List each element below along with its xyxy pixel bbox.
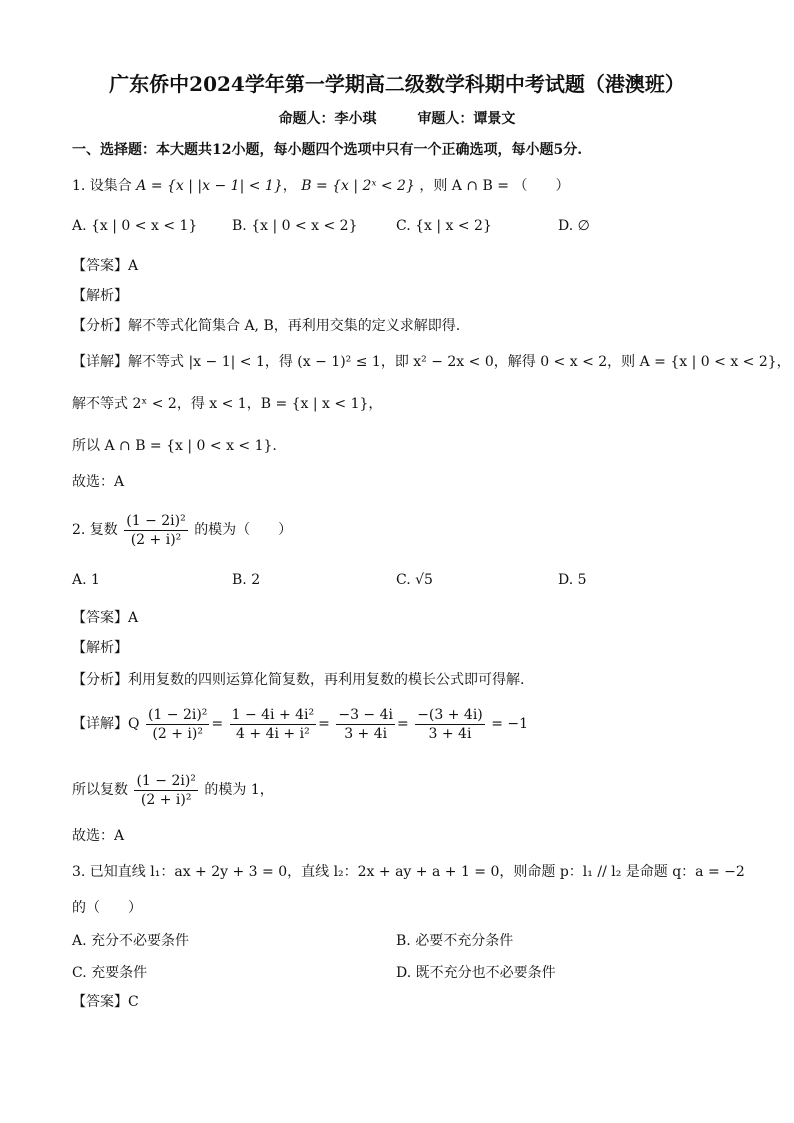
q3-option-c: C. 充要条件 [72,965,148,981]
section-heading: 一、选择题：本大题共12小题，每小题四个选项中只有一个正确选项，每小题5分. [72,142,583,158]
q2-so-den: (2 + i)² [140,791,192,808]
q3-option-d: D. 既不充分也不必要条件 [396,965,556,981]
q2-step-2-num: 1 − 4i + 4i² [231,706,315,723]
q1-stem: 1. 设集合 A = {x | |x − 1| < 1}， B = {x | 2ˣ < 2} ，则 A ∩ B = （ ） [72,178,570,194]
q2-fraction [124,512,187,549]
q1-option-a: A. {x | 0 < x < 1} [72,218,198,234]
q2-so-prefix: 所以复数 [72,782,128,798]
q3-stem-2: 的（ ） [72,900,142,916]
q1-choose: 故选：A [72,474,125,490]
q2-option-d: D. 5 [558,572,587,588]
q2-detail: 【详解】Q $\frac{\text{(1 − 2i)²}}{\text{(2 + i)²}}$ = $\frac{\text{1 − 4i + 4i²}}{\text{4 + 4i + i²}}$ = $\frac{-3 - 4i}{3 + 4i}$ = $\frac{-(3 + 4i)}{3 + 4i}$ = −1 [72,706,529,742]
q3-answer: 【答案】C [72,994,139,1010]
q2-step-4-den: 3 + 4i [428,725,472,742]
q2-choose: 故选：A [72,828,125,844]
setter: 命题人：李小琪 [278,111,377,127]
q1-option-d: D. ∅ [558,218,590,234]
q2-suffix: 的模为（ ） [194,522,293,538]
q3-stem-1: 3. 已知直线 l₁：ax + 2y + 3 = 0，直线 l₂：2x + ay + a + 1 = 0，则命题 p：l₁ // l₂ 是命题 q：a = −2 [72,864,745,880]
q2-answer: 【答案】A [72,610,139,626]
q2-option-a: A. 1 [72,572,100,588]
q1-fenxi: 【分析】解不等式化简集合 A, B，再利用交集的定义求解即得. [72,318,461,334]
q1-answer: 【答案】A [72,258,139,274]
q2-step-2 [230,706,317,743]
q1-set-b: B = {x | 2ˣ < 2} [301,178,415,194]
q1-detail-1: 【详解】解不等式 |x − 1| < 1，得 (x − 1)² ≤ 1，即 x² − 2x < 0，解得 0 < x < 2，则 A = {x | 0 < x < 2}， [72,354,791,370]
q2-step-2-den: 4 + 4i + i² [236,725,310,742]
q1-suffix: ，则 A ∩ B = （ ） [419,178,570,194]
q1-analysis-head: 【解析】 [72,288,128,304]
q1-prefix: 1. 设集合 [72,178,132,194]
q2-result: = −1 [491,716,529,732]
q2-prefix: 2. 复数 [72,522,118,538]
q2-so-fraction [134,772,197,809]
q2-stem [72,508,292,552]
q1-option-c: C. {x | x < 2} [396,218,492,234]
reviewer: 审题人：谭景文 [417,111,516,127]
q2-frac-num: (1 − 2i)² [126,512,186,529]
q3-option-a: A. 充分不必要条件 [72,933,190,949]
q2-so-num: (1 − 2i)² [136,772,196,789]
q1-detail-3: 所以 A ∩ B = {x | 0 < x < 1}. [72,438,277,454]
q2-fenxi: 【分析】利用复数的四则运算化简复数，再利用复数的模长公式即可得解. [72,672,525,688]
q2-step-3-num: −3 − 4i [338,706,393,723]
q2-frac-den: (2 + i)² [130,531,182,548]
q2-step-1-den: (2 + i)² [152,725,203,742]
q2-step-3 [336,706,395,743]
q3-option-b: B. 必要不充分条件 [396,933,514,949]
q2-conclusion [72,766,274,814]
q2-step-1 [146,706,209,743]
q2-analysis-head: 【解析】 [72,640,128,656]
q2-step-4-num: −(3 + 4i) [417,706,483,723]
q2-step-3-den: 3 + 4i [344,725,388,742]
q2-so-suffix: 的模为 1， [204,782,274,798]
q1-detail-2: 解不等式 2ˣ < 2，得 x < 1，B = {x | x < 1}， [72,396,383,412]
q2-detail-label: 【详解】Q [72,716,140,732]
q1-option-b: B. {x | 0 < x < 2} [232,218,358,234]
exam-title: 广东侨中2024学年第一学期高二级数学科期中考试题（港澳班） [109,72,685,96]
q2-option-c: C. √5 [396,572,433,588]
q2-option-b: B. 2 [232,572,261,588]
q1-set-a: A = {x | |x − 1| < 1} [136,178,283,194]
q2-step-4 [415,706,485,743]
authors-line [0,108,794,128]
q2-step-1-num: (1 − 2i)² [147,706,208,723]
